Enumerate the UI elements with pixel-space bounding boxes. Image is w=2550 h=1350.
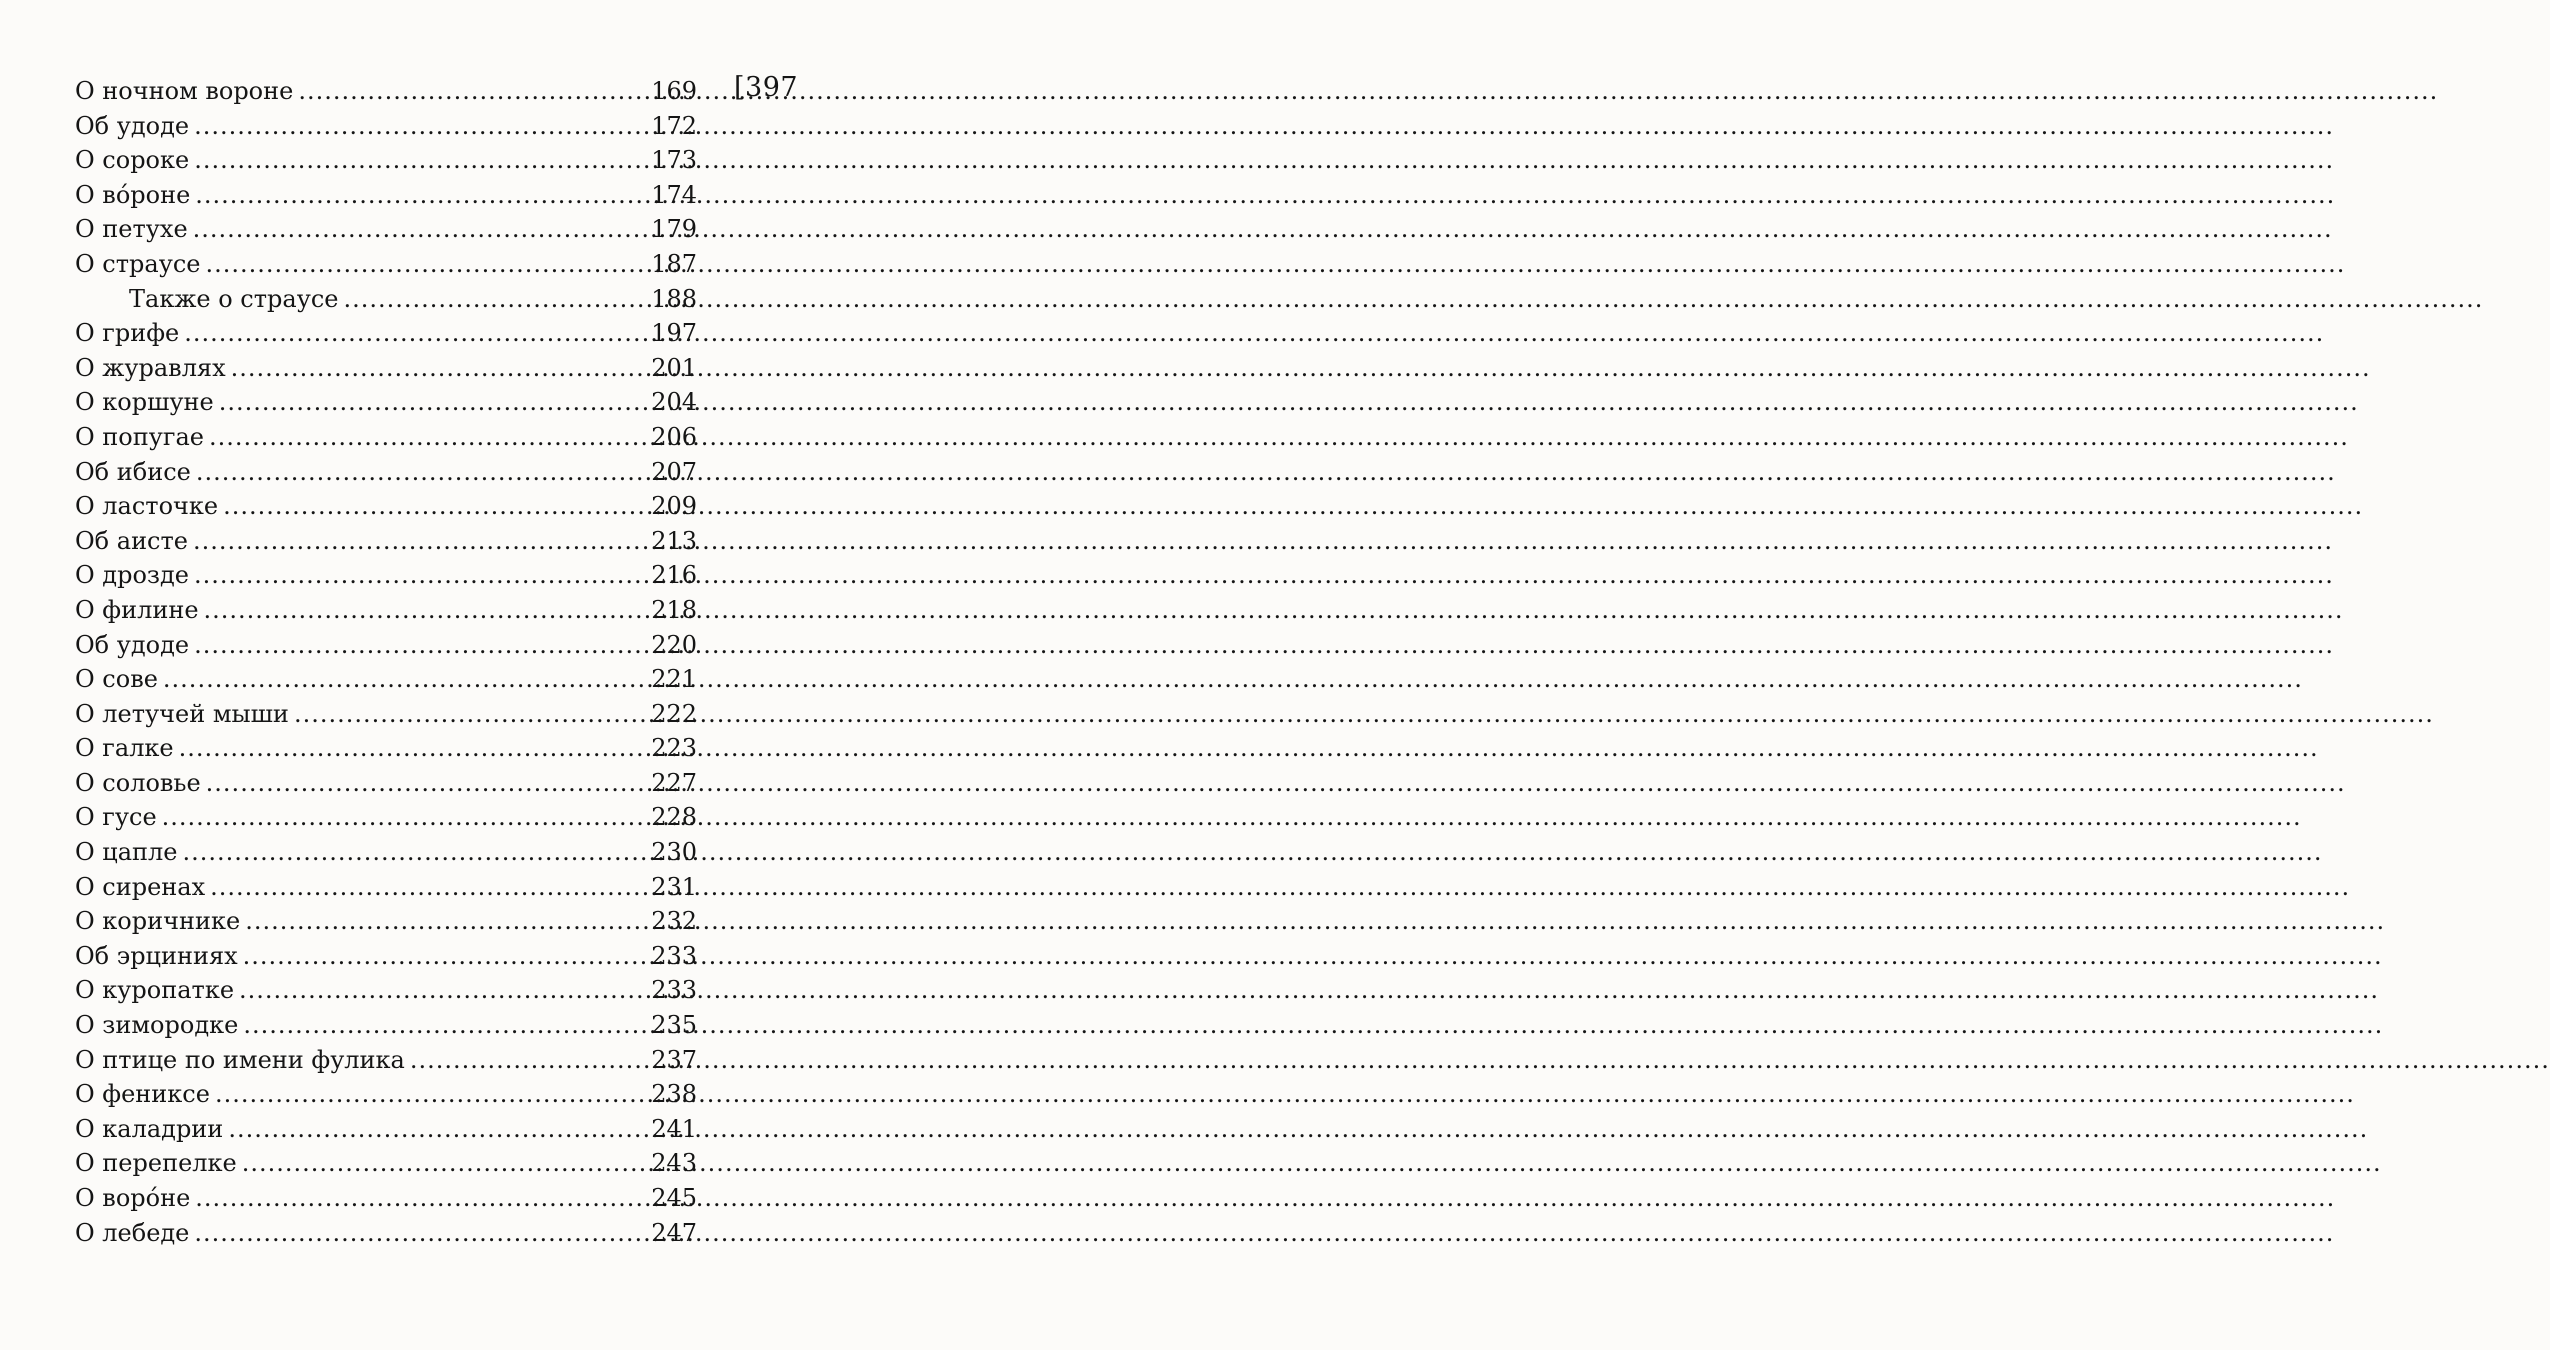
toc-entry-page: 169 [651, 77, 697, 105]
toc-entry-page: 220 [651, 630, 697, 659]
toc-entry [75, 351, 697, 386]
dot-leader [215, 1077, 646, 1112]
toc-entry-title: О коршуне [75, 388, 214, 417]
dot-leader [195, 1181, 646, 1216]
toc-entry [75, 800, 697, 835]
toc-entry-page: 233 [651, 976, 697, 1005]
dot-leader [298, 74, 646, 109]
toc-entry [75, 143, 697, 178]
toc-entry-page: 230 [651, 838, 697, 867]
dot-leader [294, 697, 646, 732]
dot-leader [183, 835, 647, 870]
toc-entry-page: 174 [651, 180, 697, 209]
toc-entry-title: О гусе [75, 803, 157, 832]
dot-leader [223, 489, 646, 524]
dot-leader [179, 731, 647, 766]
toc-entry-title: О ласточке [75, 492, 219, 521]
toc-entry-title: О грифе [75, 319, 180, 348]
toc-entry-title: О галке [75, 734, 174, 763]
toc-entry [75, 316, 697, 351]
toc-entry-page: 228 [651, 803, 697, 832]
dot-leader [343, 282, 646, 317]
toc-entry-title: О попугае [75, 422, 204, 451]
toc-entry-page: 187 [651, 249, 697, 278]
table-of-contents [75, 74, 697, 1250]
dot-leader [162, 800, 647, 835]
toc-entry-title: О птице по имени фулика [75, 1045, 405, 1074]
toc-entry-title: О летучей мыши [75, 699, 289, 728]
toc-entry-page: 216 [651, 561, 697, 590]
toc-entry-title: О ночном вороне [75, 77, 294, 105]
toc-entry-title: О лебеде [75, 1218, 190, 1247]
toc-entry-title: Об удоде [75, 111, 190, 140]
toc-entry [75, 178, 697, 213]
page-number: [397 [734, 72, 799, 103]
toc-entry-page: 223 [651, 734, 697, 763]
toc-entry [75, 593, 697, 628]
toc-entry [75, 1216, 697, 1251]
toc-entry-page: 204 [651, 388, 697, 417]
toc-entry-page: 221 [651, 665, 697, 694]
dot-leader [242, 1146, 646, 1181]
toc-entry-title: О куропатке [75, 976, 235, 1005]
toc-entry [75, 420, 697, 455]
toc-entry-title: О зимородке [75, 1011, 239, 1040]
dot-leader [228, 1112, 646, 1147]
toc-entry-page: 213 [651, 526, 697, 555]
dot-leader [210, 870, 646, 905]
dot-leader [231, 351, 647, 386]
toc-entry-title: Об удоде [75, 630, 190, 659]
toc-entry [75, 628, 697, 663]
toc-entry-title: Об ибисе [75, 457, 191, 486]
toc-entry-title: О журавлях [75, 353, 226, 382]
toc-entry [75, 835, 697, 870]
toc-entry-page: 218 [651, 595, 697, 624]
dot-leader [243, 1008, 646, 1043]
toc-entry-page: 222 [651, 699, 697, 728]
toc-entry-page: 233 [651, 941, 697, 970]
toc-entry [75, 74, 697, 109]
toc-entry [75, 385, 697, 420]
dot-leader [245, 904, 646, 939]
toc-entry-title: О филине [75, 595, 199, 624]
toc-entry [75, 662, 697, 697]
toc-entry-page: 247 [651, 1218, 697, 1247]
toc-entry-title: О сороке [75, 146, 190, 175]
toc-subentry [75, 282, 697, 317]
dot-leader [194, 558, 646, 593]
toc-entry-page: 245 [651, 1184, 697, 1212]
toc-entry-page: 227 [651, 768, 697, 797]
dot-leader [163, 662, 646, 697]
toc-entry-title: Об эрциниях [75, 941, 238, 970]
toc-entry-title: О цапле [75, 838, 178, 867]
toc-entry [75, 1146, 697, 1181]
dot-leader [184, 316, 646, 351]
dot-leader [194, 628, 646, 663]
toc-entry-page: 173 [651, 146, 697, 175]
toc-entry [75, 766, 697, 801]
toc-entry-title: О соловье [75, 768, 201, 797]
toc-entry-page: 238 [651, 1080, 697, 1109]
dot-leader [193, 524, 646, 559]
toc-entry [75, 904, 697, 939]
dot-leader [194, 109, 646, 144]
dot-leader [243, 939, 647, 974]
toc-entry [75, 109, 697, 144]
toc-entry [75, 558, 697, 593]
toc-entry-title: Также о страусе [129, 284, 339, 313]
toc-entry [75, 1043, 697, 1078]
toc-entry [75, 1112, 697, 1147]
toc-entry [75, 973, 697, 1008]
toc-entry-page: 235 [651, 1011, 697, 1040]
toc-entry-page: 243 [651, 1149, 697, 1178]
toc-entry-title: О сове [75, 665, 158, 694]
toc-entry [75, 870, 697, 905]
dot-leader [239, 973, 646, 1008]
toc-entry-page: 209 [651, 492, 697, 521]
toc-entry [75, 731, 697, 766]
dot-leader [194, 143, 646, 178]
dot-leader [204, 593, 647, 628]
toc-entry [75, 489, 697, 524]
toc-entry-title: О страусе [75, 249, 201, 278]
toc-entry-title: О перепелке [75, 1149, 237, 1178]
dot-leader [193, 212, 647, 247]
toc-entry [75, 212, 697, 247]
toc-entry-title: О вóроне [75, 180, 191, 209]
toc-entry-page: 241 [651, 1114, 697, 1143]
toc-entry [75, 1008, 697, 1043]
toc-entry-page: 197 [651, 319, 697, 348]
toc-entry-page: 207 [651, 457, 697, 486]
toc-entry-page: 237 [651, 1045, 697, 1074]
dot-leader [206, 766, 647, 801]
toc-entry-page: 188 [651, 284, 697, 313]
toc-entry-page: 232 [651, 907, 697, 936]
toc-entry [75, 524, 697, 559]
toc-entry-page: 201 [651, 353, 697, 382]
toc-entry-title: О каладрии [75, 1114, 224, 1143]
dot-leader [219, 385, 646, 420]
toc-entry-title: О коричнике [75, 907, 241, 936]
dot-leader [195, 178, 646, 213]
toc-entry-title: О ворóне [75, 1184, 191, 1212]
toc-entry-page: 231 [651, 872, 697, 901]
dot-leader [209, 420, 646, 455]
toc-entry-page: 172 [651, 111, 697, 140]
dot-leader [205, 247, 646, 282]
toc-entry-title: Об аисте [75, 526, 188, 555]
toc-entry [75, 455, 697, 490]
toc-entry [75, 697, 697, 732]
dot-leader [196, 455, 646, 490]
toc-entry-page: 179 [651, 215, 697, 244]
book-page [0, 0, 799, 1350]
toc-entry [75, 1181, 697, 1216]
dot-leader [194, 1216, 646, 1251]
dot-leader [410, 1043, 646, 1078]
toc-entry-title: О сиренах [75, 872, 206, 901]
toc-entry-page: 206 [651, 422, 697, 451]
toc-entry-title: О фениксе [75, 1080, 210, 1109]
toc-entry [75, 247, 697, 282]
toc-entry [75, 1077, 697, 1112]
toc-entry [75, 939, 697, 974]
toc-entry-title: О дрозде [75, 561, 189, 590]
toc-entry-title: О петухе [75, 215, 188, 244]
